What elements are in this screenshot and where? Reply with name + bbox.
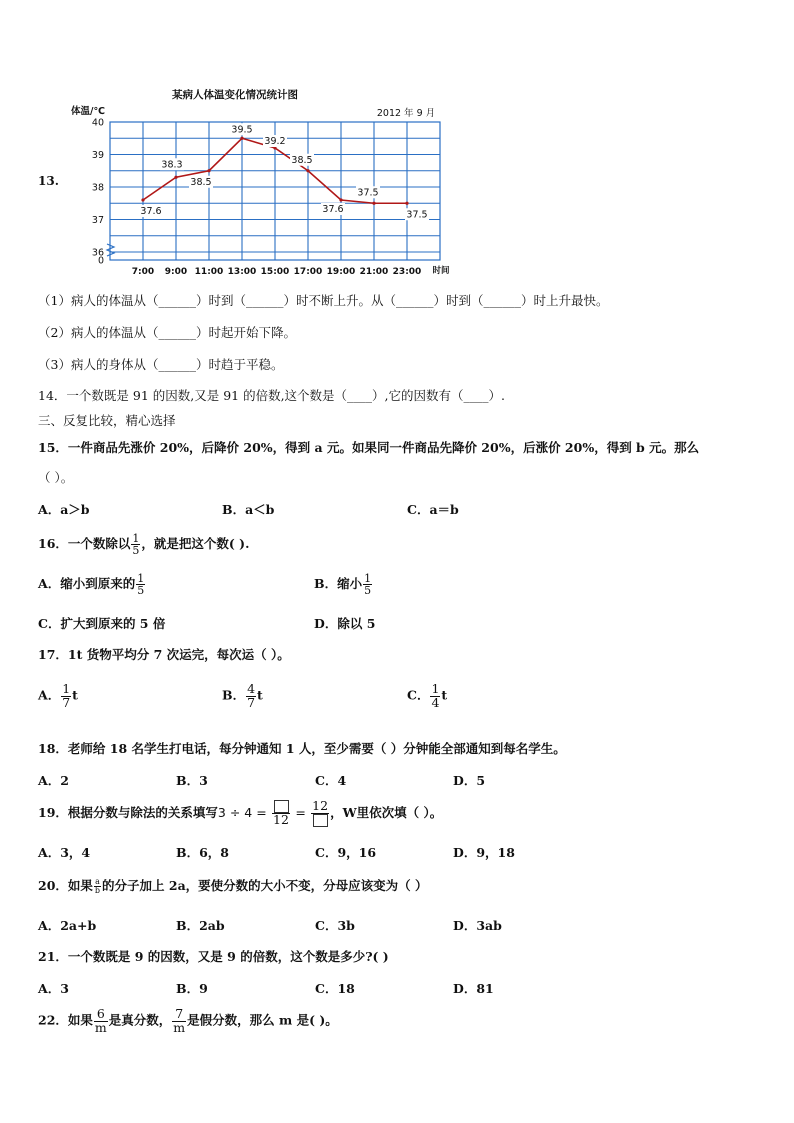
x-tick-label: 19:00 [326,267,356,277]
fraction-numerator: 1 [364,572,372,585]
question-18-option-c[interactable]: C．4 [315,773,347,788]
fraction-denominator: 7 [247,694,256,710]
question-20-fraction [94,878,101,895]
question-16 [38,533,249,556]
data-point [141,198,144,201]
fraction-box-over-12 [272,800,290,827]
division-expression: 3 ÷ 4 = [217,804,267,820]
question-20-option-d[interactable]: D．3ab [453,918,502,933]
option-b-fraction [363,573,372,596]
data-label-text: 38.5 [291,154,313,166]
data-label [160,158,184,170]
question-17-option-b[interactable] [222,683,263,709]
x-tick-label: 21:00 [359,267,389,277]
question-16-prefix: 16．一个数除以 [38,536,131,551]
question-18-option-b[interactable]: B．3 [176,773,208,788]
data-label-text: 37.6 [140,206,162,217]
data-label [356,186,380,198]
data-point [306,169,309,172]
fraction-numerator: 12 [312,798,329,813]
fraction-numerator: 7 [172,1008,186,1022]
question-21-option-b[interactable]: B．9 [176,981,208,996]
question-20-suffix: 的分子加上 2a，要使分数的大小不变，分母应该变为（ ） [102,878,428,893]
blank-box [313,814,328,827]
data-label [189,176,213,188]
data-label-text: 37.5 [406,209,428,221]
data-point [174,176,177,179]
question-15-option-a[interactable]: A．a＞b [38,502,90,517]
fraction-denominator: b [94,886,101,895]
option-fraction [61,683,71,709]
x-tick-label: 13:00 [227,267,257,277]
question-17: 17．1t 货物平均分 7 次运完，每次运（ ）。 [38,647,290,662]
fraction-denominator: 4 [431,694,440,710]
option-b-text: B．缩小 [314,576,363,591]
question-21: 21．一个数既是 9 的因数，又是 9 的倍数，这个数是多少?( ) [38,949,389,964]
fraction-numerator: 1 [137,572,145,585]
x-tick-label: 11:00 [194,267,224,277]
option-a-fraction [136,573,145,596]
question-21-option-a[interactable]: A．3 [38,981,69,996]
data-label-text: 39.2 [264,136,286,147]
fraction-denominator: 5 [132,544,140,557]
question-18-option-d[interactable]: D．5 [453,773,486,788]
question-21-option-d[interactable]: D．81 [453,981,494,996]
question-16-option-c[interactable]: C．扩大到原来的 5 倍 [38,616,166,631]
x-tick-label: 15:00 [260,267,290,277]
question-18: 18．老师给 18 名学生打电话，每分钟通知 1 人，至少需要（ ）分钟能全部通知到每名学生。 [38,741,566,756]
data-label-text: 38.5 [190,176,212,188]
option-a-text: A．缩小到原来的 [38,576,136,591]
question-14: 14．一个数既是 91 的因数,又是 91 的倍数,这个数是（____）,它的因数有（____）. [38,388,506,403]
question-16-option-d[interactable]: D．除以 5 [314,616,376,631]
fraction-numerator: 1 [132,532,140,545]
question-16-suffix: ，就是把这个数( ). [141,536,250,551]
question-13-part-2: （2）病人的体温从（______）时起开始下降。 [38,325,296,340]
y-tick-label: 36 [91,247,104,259]
question-22-suffix: 是假分数，那么 m 是( )。 [187,1012,338,1028]
data-label [290,154,314,166]
question-13-part-3: （3）病人的身体从（______）时趋于平稳。 [38,357,284,372]
chart-y-ticks [92,118,104,267]
question-19-option-c[interactable]: C．9，16 [315,845,377,860]
section-3-heading: 三、反复比较，精心选择 [38,413,176,428]
question-22 [38,1008,338,1034]
chart-subtitle: 2012 年 9 月 [376,108,436,119]
data-point [339,198,342,201]
option-label: A． [38,687,61,703]
question-15-line-1: 15．一件商品先涨价 20%，后降价 20%，得到 a 元。如果同一件商品先降价 20%，后涨价 20%，得到 b 元。那么 [38,440,700,455]
question-19-prefix: 19．根据分数与除法的关系填写 [38,804,218,820]
fraction-7-over-m [172,1008,186,1034]
data-label-text: 39.5 [231,124,253,136]
option-fraction [430,683,440,709]
x-tick-label: 9:00 [164,267,188,277]
question-20-prefix: 20．如果 [38,878,93,893]
fraction-6-over-m [94,1008,108,1034]
y-tick-label: 40 [91,117,104,129]
question-18-option-a[interactable]: A．2 [38,773,69,788]
question-20-option-a[interactable]: A．2a+b [38,918,97,933]
chart-x-axis-label: 时间 [432,266,450,276]
data-label-text: 37.5 [357,187,379,199]
chart-x-ticks [132,267,422,277]
question-21-option-c[interactable]: C．18 [315,981,355,996]
option-unit: t [441,687,448,703]
y-tick-label: 0 [97,255,104,267]
question-20 [38,876,428,895]
y-tick-label: 39 [91,150,104,161]
data-label-text: 37.6 [322,204,344,215]
option-fraction [246,683,256,709]
question-19-option-d[interactable]: D．9，18 [453,845,515,860]
data-label-text: 38.3 [161,159,183,171]
fraction-numerator: 6 [94,1008,108,1022]
question-19-option-b[interactable]: B．6，8 [176,845,229,860]
fraction-denominator: 12 [273,812,289,827]
question-17-option-a[interactable] [38,683,78,709]
fraction-numerator: 1 [431,681,440,696]
fraction-denominator: m [173,1019,186,1035]
fraction-numerator: 1 [62,681,71,696]
question-20-option-b[interactable]: B．2ab [176,918,225,933]
chart-y-axis-label: 体温/℃ [71,106,105,117]
option-label: B． [222,687,246,703]
data-label [321,203,345,215]
y-tick-label: 38 [91,182,104,194]
question-16-fraction [131,533,140,556]
x-tick-label: 17:00 [293,267,323,277]
question-13-number: 13. [38,174,59,188]
data-point [372,202,375,205]
fraction-numerator: 4 [247,681,256,696]
x-tick-label: 23:00 [392,267,422,277]
y-tick-label: 37 [91,215,104,226]
question-19-suffix: ，W里依次填（ ）。 [330,804,443,820]
question-15-option-c[interactable]: C．a＝b [407,502,459,517]
fraction-denominator: 5 [364,584,372,597]
fraction-numerator: a [95,877,100,886]
data-label [263,135,287,147]
data-point [207,169,210,172]
fraction-denominator: 7 [62,694,71,710]
option-unit: t [72,687,78,703]
fraction-12-over-box [311,800,329,827]
chart-title: 某病人体温变化情况统计图 [172,89,298,101]
question-15-option-b[interactable]: B．a＜b [222,502,275,517]
option-label: C． [407,687,430,703]
question-22-prefix: 22．如果 [38,1012,93,1028]
question-15-line-2: （ ）。 [38,470,74,485]
temperature-line-chart [60,82,460,282]
option-unit: t [257,687,263,703]
question-22-middle: 是真分数， [108,1012,172,1028]
question-19 [38,800,442,827]
question-19-option-a[interactable]: A．3，4 [38,845,91,860]
question-17-option-c[interactable] [407,683,447,709]
question-20-option-c[interactable]: C．3b [315,918,355,933]
data-label [139,205,163,217]
data-point [405,202,408,205]
data-label [230,123,254,135]
fraction-denominator: m [94,1019,107,1035]
fraction-denominator [311,814,329,827]
equals-sign: = [295,804,306,820]
question-16-option-b[interactable] [314,573,373,596]
question-16-option-a[interactable] [38,573,146,596]
x-tick-label: 7:00 [131,267,155,277]
fraction-denominator: 5 [137,584,145,597]
data-label [405,208,429,220]
question-13-part-1: （1）病人的体温从（______）时到（______）时不断上升。从（______）时到（______）时上升最快。 [38,293,609,308]
data-point [240,137,243,140]
